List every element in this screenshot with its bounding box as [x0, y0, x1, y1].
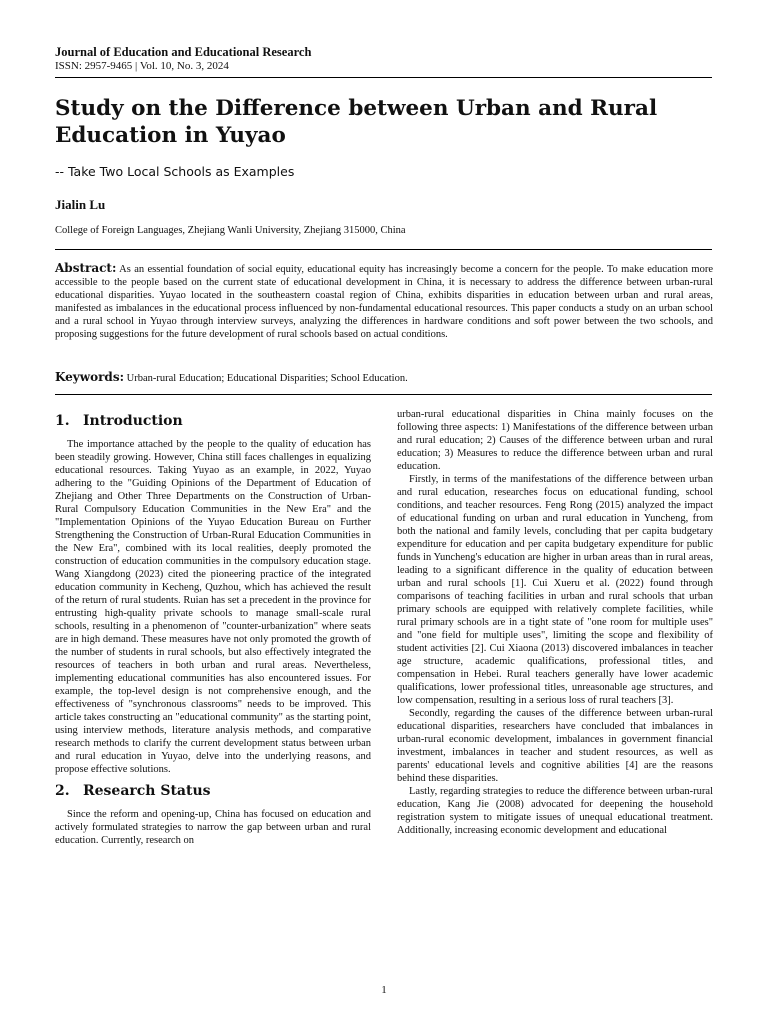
- paragraph: The importance attached by the people to the quality of education has been steadily growing. However, China still faces challenges in equalizing educational resources. Taking Yuyao as an example, in 2022, Yuyao adhering to the "Guiding Opinions of the Department of Education of Zhejiang and Other Three Departments on the Construction of Urban-Rural Compulsory Education Communities in the New Era" and the "Implementation Opinions of the Yuyao Education Bureau on Further Strengthening the Construction of Urban-Rural Education Communities in the New Era", combined with its local realities, deeply promoted the construction of education communities in the compulsory education stage. Wang Xiangdong (2023) cited the pioneering practice of the integrated education community in Kecheng, Quzhou, which has achieved the result of the return of rural students. Ruian has set a precedent in the province for entrusting high-quality private schools to manage small-scale rural schools, resulting in a phenomenon of "counter-urbanization" where seats are in high demand. These measures have not only promoted the growth of the number of students in rural schools, but also effectively integrated the resources of teachers in both urban and rural areas. Nevertheless, implementing educational communities has also encountered issues. For example, the top-level design is not comprehensive enough, and the effectiveness of "synchronous classrooms" needs to be improved. This article takes constructing an "educational community" as the starting point, using interview methods, literature analysis methods, and comparative research methods to clarify the current development status between urban and rural education in Yuyao, delve into the underlying reasons, and propose effective solutions.: [55, 439, 371, 775]
- paragraph: Lastly, regarding strategies to reduce the difference between urban-rural education, Kang Jie (2008) advocated for deepening the household registration system to mitigate issues of unequal educational treatment. Additionally, increasing economic development and educational: [397, 786, 713, 836]
- paragraph: Firstly, in terms of the manifestations of the difference between urban and rural education, researches focus on educational funding, school conditions, and teacher resources. Feng Rong (2015) analyzed the impact of educational funding on urban and rural education in Yuncheng, from both the national and family levels, concluding that per capita budgetary expenditure for education and per capita budgetary expenditure for public funds in Yuncheng's education are higher in urban areas than in rural areas, leading to a significant difference in the quality of education between urban and rural schools [1]. Cui Xueru et al. (2022) found through comparisons of teaching facilities in urban and rural schools that urban primary schools are equipped with relatively complete facilities, while rural primary schools are in a tight state of "one room for multiple uses" and "one field for multiple uses", limiting the scope and flexibility of student activities [2]. Cui Xiaona (2013) discovered imbalances in teacher age structure, academic qualifications, professional titles, and compensation in Hebei. Rural teachers generally have lower academic qualifications, lower professional titles, unreasonable age structures, and low compensation, resulting in a serious loss of rural teachers [3].: [397, 474, 713, 706]
- abstract-top-rule: [55, 249, 712, 250]
- section-number: 2.: [55, 783, 70, 799]
- right-column: [397, 408, 713, 837]
- paper-title: Study on the Difference between Urban and Rural Education in Yuyao: [55, 96, 658, 148]
- keywords-label: Keywords:: [55, 370, 125, 384]
- left-column: [55, 412, 371, 847]
- page-number: 1: [381, 984, 387, 996]
- abstract-label: Abstract:: [55, 261, 117, 275]
- section-title: Introduction: [83, 413, 183, 429]
- author-affiliation: College of Foreign Languages, Zhejiang Wanli University, Zhejiang 315000, China: [55, 225, 406, 236]
- section-number: 1.: [55, 413, 70, 429]
- keywords-text: Urban-rural Education; Educational Disparities; School Education.: [126, 373, 408, 384]
- paper-subtitle: -- Take Two Local Schools as Examples: [55, 164, 295, 179]
- paragraph: urban-rural educational disparities in China mainly focuses on the following three aspects: 1) Manifestations of the difference between urban and rural education; 2) Causes of the difference between urban and rural education; 3) Measures to reduce the difference between urban and rural education.: [397, 409, 713, 472]
- abstract: [55, 262, 713, 341]
- keywords: [55, 370, 408, 386]
- issn-volume-line: ISSN: 2957-9465 | Vol. 10, No. 3, 2024: [55, 60, 229, 72]
- author-name: Jialin Lu: [55, 197, 106, 212]
- section-heading-research-status: [55, 782, 371, 800]
- abstract-text: As an essential foundation of social equity, educational equity has increasingly become a concern for the people. To make education more accessible to the people based on the current state of educational development in China, it is necessary to address the difference between urban-rural educational disparities. Yuyao located in the southeastern coastal region of China, exhibits disparities in education between urban and rural areas, manifested as imbalances in the educational process influenced by non-fundamental educational resources. This paper conducts a study on an urban school and a rural school in Yuyao through interview surveys, analyzing the differences in hardware conditions and soft power between the two schools, and proposing suggestions for the future development of rural schools based on actual conditions.: [55, 264, 713, 340]
- journal-name: Journal of Education and Educational Research: [55, 45, 312, 59]
- header-rule: [55, 77, 712, 78]
- section-heading-introduction: [55, 412, 371, 430]
- section-title: Research Status: [83, 783, 211, 799]
- paragraph: Secondly, regarding the causes of the difference between urban-rural educational disparities, researchers have concluded that imbalances in urban-rural economic development, imbalances in government financial investment, imbalances in teacher and student resources, as well as parents' educational levels and cognitive abilities [4] are the reasons behind these disparities.: [397, 708, 713, 784]
- paragraph: Since the reform and opening-up, China has focused on education and actively formulated strategies to narrow the gap between urban and rural education. Currently, research on: [55, 809, 371, 846]
- abstract-bottom-rule: [55, 394, 712, 395]
